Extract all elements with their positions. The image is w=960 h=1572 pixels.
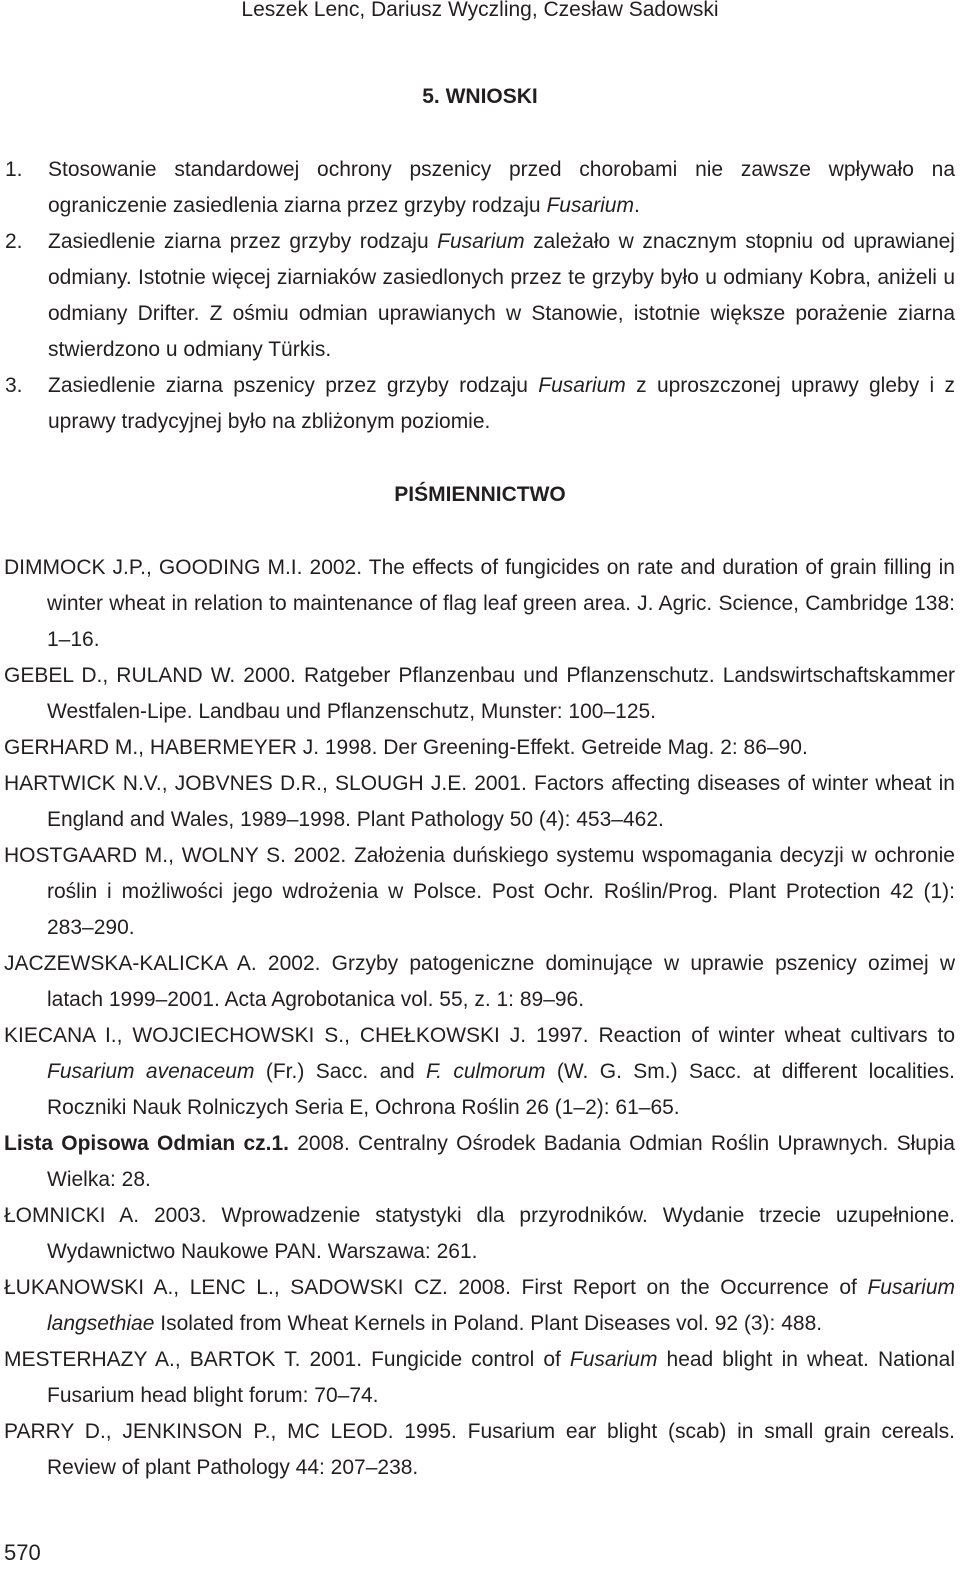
reference-text: Isolated from Wheat Kernels in Poland. Plant Diseases vol. 92 (3): 488. bbox=[154, 1312, 823, 1335]
reference-item bbox=[4, 946, 955, 1018]
conclusion-text: z uproszczonej uprawy gleby i z uprawy tradycyjnej było na zbliżonym poziomie. bbox=[48, 374, 956, 433]
reference-text: GERHARD M., HABERMEYER J. 1998. Der Greening-Effekt. Getreide Mag. 2: 86–90. bbox=[4, 736, 808, 759]
conclusion-text: zależało w znacznym stopniu od uprawianej odmiany. Istotnie więcej ziarniaków zasiedlonych przez te grzyby było u odmiany Kobra, aniżeli u odmiany Drifter. Z ośmiu odmian uprawianych w Stanowie, istotnie większe porażenie ziarna stwierdzono u odmiany Türkis. bbox=[48, 230, 955, 361]
conclusion-item bbox=[5, 368, 955, 440]
reference-text: MESTERHAZY A., BARTOK T. 2001. Fungicide control of bbox=[4, 1348, 570, 1371]
reference-italic: Fusarium langsethiae bbox=[47, 1276, 955, 1335]
reference-text: PARRY D., JENKINSON P., MC LEOD. 1995. Fusarium ear blight (scab) in small grain cereals. Review of plant Pathology 44: 207–238. bbox=[4, 1420, 955, 1479]
reference-item bbox=[4, 658, 955, 730]
reference-text: HARTWICK N.V., JOBVNES D.R., SLOUGH J.E. 2001. Factors affecting diseases of winter wheat in England and Wales, 1989–1998. Plant Pathology 50 (4): 453–462. bbox=[4, 772, 955, 831]
references-heading: PIŚMIENNICTWO bbox=[394, 483, 566, 506]
reference-text: 2008. Centralny Ośrodek Badania Odmian Roślin Uprawnych. Słupia Wielka: 28. bbox=[47, 1132, 955, 1191]
conclusion-italic: Fusarium bbox=[538, 374, 626, 397]
conclusion-text: . bbox=[633, 194, 640, 217]
reference-text: GEBEL D., RULAND W. 2000. Ratgeber Pflanzenbau und Pflanzenschutz. Landswirtschaftskammer Westfalen-Lipe. Landbau und Pflanzenschutz, Munster: 100–125. bbox=[4, 664, 955, 723]
reference-text: ŁOMNICKI A. 2003. Wprowadzenie statystyki dla przyrodników. Wydanie trzecie uzupełnione. Wydawnictwo Naukowe PAN. Warszawa: 261. bbox=[4, 1204, 955, 1263]
conclusion-italic: Fusarium bbox=[437, 230, 525, 253]
conclusions-heading: 5. WNIOSKI bbox=[422, 85, 538, 108]
reference-text: head blight in wheat. National Fusarium head blight forum: 70–74. bbox=[47, 1348, 955, 1407]
conclusion-item bbox=[5, 224, 955, 368]
reference-item bbox=[4, 1018, 955, 1126]
reference-italic: Fusarium avenaceum bbox=[47, 1060, 255, 1083]
reference-item bbox=[4, 766, 955, 838]
conclusion-text: Zasiedlenie ziarna przez grzyby rodzaju bbox=[48, 230, 438, 253]
reference-item bbox=[4, 1270, 955, 1342]
reference-text: DIMMOCK J.P., GOODING M.I. 2002. The effects of fungicides on rate and duration of grain filling in winter wheat in relation to maintenance of flag leaf green area. J. Agric. Science, Cambridge 138: 1–16. bbox=[4, 556, 955, 651]
reference-bold-lead: Lista Opisowa Odmian cz.1. bbox=[4, 1132, 289, 1155]
reference-item bbox=[4, 730, 955, 766]
reference-item bbox=[4, 1342, 955, 1414]
running-head: Leszek Lenc, Dariusz Wyczling, Czesław Sadowski bbox=[241, 0, 719, 21]
references-list bbox=[4, 550, 955, 1486]
conclusion-number: 1. bbox=[5, 158, 23, 181]
conclusion-italic: Fusarium bbox=[546, 194, 634, 217]
reference-text: KIECANA I., WOJCIECHOWSKI S., CHEŁKOWSKI J. 1997. Reaction of winter wheat cultivars to bbox=[4, 1024, 955, 1047]
reference-item bbox=[4, 1414, 955, 1486]
reference-text: (Fr.) Sacc. and bbox=[254, 1060, 426, 1083]
reference-item bbox=[4, 1198, 955, 1270]
conclusion-text: Zasiedlenie ziarna pszenicy przez grzyby rodzaju bbox=[48, 374, 539, 397]
page-number: 570 bbox=[4, 1540, 41, 1565]
reference-text: ŁUKANOWSKI A., LENC L., SADOWSKI CZ. 2008. First Report on the Occurrence of bbox=[4, 1276, 868, 1299]
reference-text: JACZEWSKA-KALICKA A. 2002. Grzyby patogeniczne dominujące w uprawie pszenicy ozimej w latach 1999–2001. Acta Agrobotanica vol. 55, z. 1: 89–96. bbox=[4, 952, 955, 1011]
conclusions-list bbox=[5, 152, 955, 440]
reference-item bbox=[4, 550, 955, 658]
reference-item bbox=[4, 1126, 955, 1198]
reference-italic: Fusarium bbox=[569, 1348, 658, 1371]
conclusion-number: 2. bbox=[5, 230, 23, 253]
reference-item bbox=[4, 838, 955, 946]
conclusion-item bbox=[5, 152, 955, 224]
conclusion-number: 3. bbox=[5, 374, 23, 397]
conclusion-text: Stosowanie standardowej ochrony pszenicy przed chorobami nie zawsze wpływało na ograniczenie zasiedlenia ziarna przez grzyby rodzaju bbox=[48, 158, 955, 217]
reference-text: (W. G. Sm.) Sacc. at different localities. Roczniki Nauk Rolniczych Seria E, Ochrona Roślin 26 (1–2): 61–65. bbox=[47, 1060, 955, 1119]
reference-text: HOSTGAARD M., WOLNY S. 2002. Założenia duńskiego systemu wspomagania decyzji w ochronie roślin i możliwości jego wdrożenia w Polsce. Post Ochr. Roślin/Prog. Plant Protection 42 (1): 283–290. bbox=[4, 844, 955, 939]
reference-italic: F. culmorum bbox=[426, 1060, 546, 1083]
